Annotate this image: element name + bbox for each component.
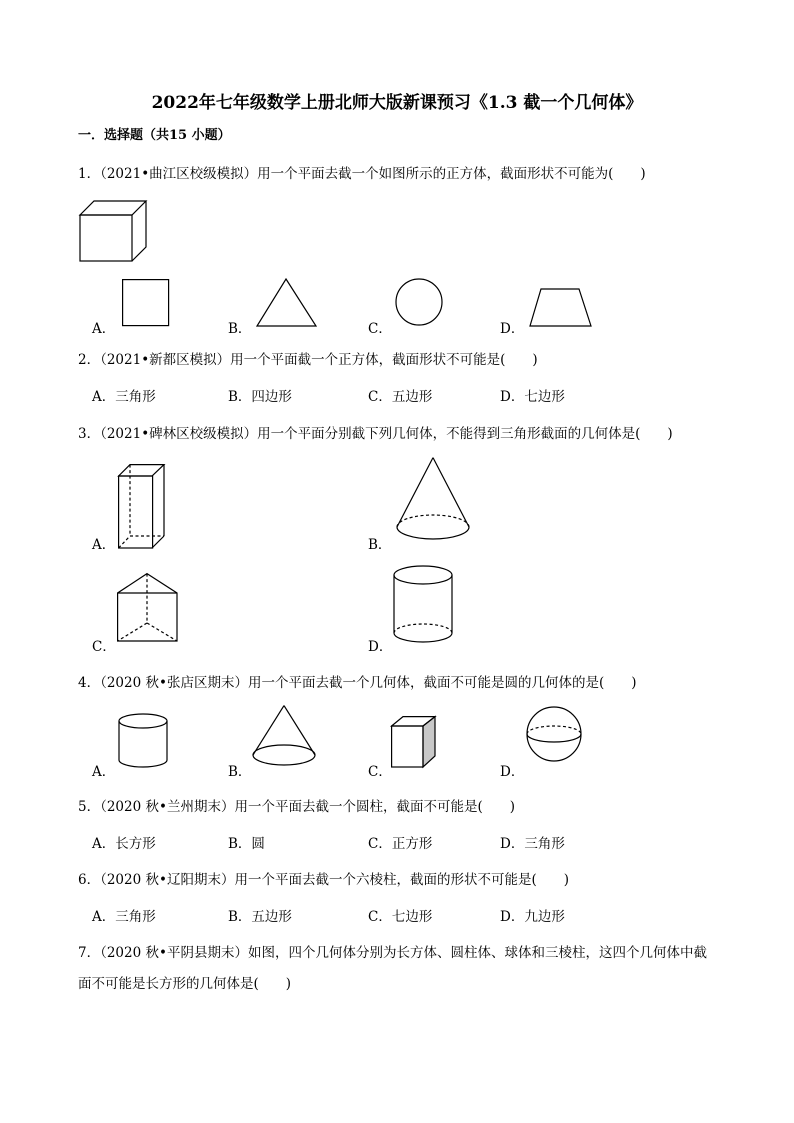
question-7-line-2: 面不可能是长方形的几何体是( )	[78, 976, 292, 992]
question-7-line-1: 7．（2020 秋•平阴县期末）如图，四个几何体分别为长方体、圆柱体、球体和三棱柱，这四个几何体中截	[78, 945, 707, 961]
q3-cone-figure	[396, 457, 472, 543]
q5-option-a[interactable]: A．长方形	[92, 836, 156, 852]
q1-square-figure	[122, 279, 170, 327]
q3-cylinder-figure	[393, 565, 455, 645]
question-3: 3．（2021•碑林区校级模拟）用一个平面分别截下列几何体，不能得到三角形截面的几何体是( )	[78, 426, 673, 442]
question-6: 6．（2020 秋•辽阳期末）用一个平面去截一个六棱柱，截面的形状不可能是( )	[78, 872, 569, 888]
q1-cube-figure	[80, 201, 150, 266]
question-4: 4．（2020 秋•张店区期末）用一个平面去截一个几何体，截面不可能是圆的几何体的是( )	[78, 675, 637, 691]
q5-option-b[interactable]: B．圆	[228, 836, 265, 852]
q4-option-b[interactable]: B．	[228, 764, 252, 780]
q3-triangular-prism-figure	[117, 573, 181, 643]
q1-triangle-figure	[256, 278, 318, 328]
q4-cone-figure	[252, 705, 318, 769]
q2-option-b[interactable]: B．四边形	[228, 389, 292, 405]
q3-option-a[interactable]: A．	[92, 537, 116, 553]
q5-option-c[interactable]: C．正方形	[368, 836, 433, 852]
q2-option-a[interactable]: A．三角形	[92, 389, 156, 405]
q2-option-d[interactable]: D．七边形	[500, 389, 565, 405]
q1-circle-figure	[395, 278, 445, 328]
q1-option-d[interactable]: D．	[500, 321, 525, 337]
q6-option-c[interactable]: C．七边形	[368, 909, 433, 925]
q4-option-d[interactable]: D．	[500, 764, 525, 780]
question-1: 1．（2021•曲江区校级模拟）用一个平面去截一个如图所示的正方体，截面形状不可能为( )	[78, 166, 646, 182]
q4-option-a[interactable]: A．	[92, 764, 116, 780]
q1-option-c[interactable]: C．	[368, 321, 392, 337]
q4-cylinder-figure	[118, 713, 170, 769]
q1-trapezoid-figure	[529, 288, 593, 328]
q3-rectangular-prism-figure	[118, 464, 168, 550]
q1-option-a[interactable]: A．	[92, 321, 116, 337]
q4-sphere-figure	[526, 706, 584, 766]
page-title: 2022年七年级数学上册北师大版新课预习《1.3 截一个几何体》	[151, 93, 643, 113]
q5-option-d[interactable]: D．三角形	[500, 836, 565, 852]
question-2: 2．（2021•新都区模拟）用一个平面截一个正方体，截面形状不可能是( )	[78, 352, 538, 368]
section-heading: 一．选择题（共15 小题）	[78, 128, 231, 143]
q3-option-d[interactable]: D．	[368, 639, 393, 655]
q6-option-a[interactable]: A．三角形	[92, 909, 156, 925]
q4-cube-figure	[391, 716, 441, 770]
q4-option-c[interactable]: C．	[368, 764, 392, 780]
q3-option-b[interactable]: B．	[368, 537, 392, 553]
q6-option-b[interactable]: B．五边形	[228, 909, 292, 925]
q3-option-c[interactable]: C．	[92, 639, 116, 655]
q6-option-d[interactable]: D．九边形	[500, 909, 565, 925]
question-5: 5．（2020 秋•兰州期末）用一个平面去截一个圆柱，截面不可能是( )	[78, 799, 515, 815]
q1-option-b[interactable]: B．	[228, 321, 252, 337]
q2-option-c[interactable]: C．五边形	[368, 389, 433, 405]
